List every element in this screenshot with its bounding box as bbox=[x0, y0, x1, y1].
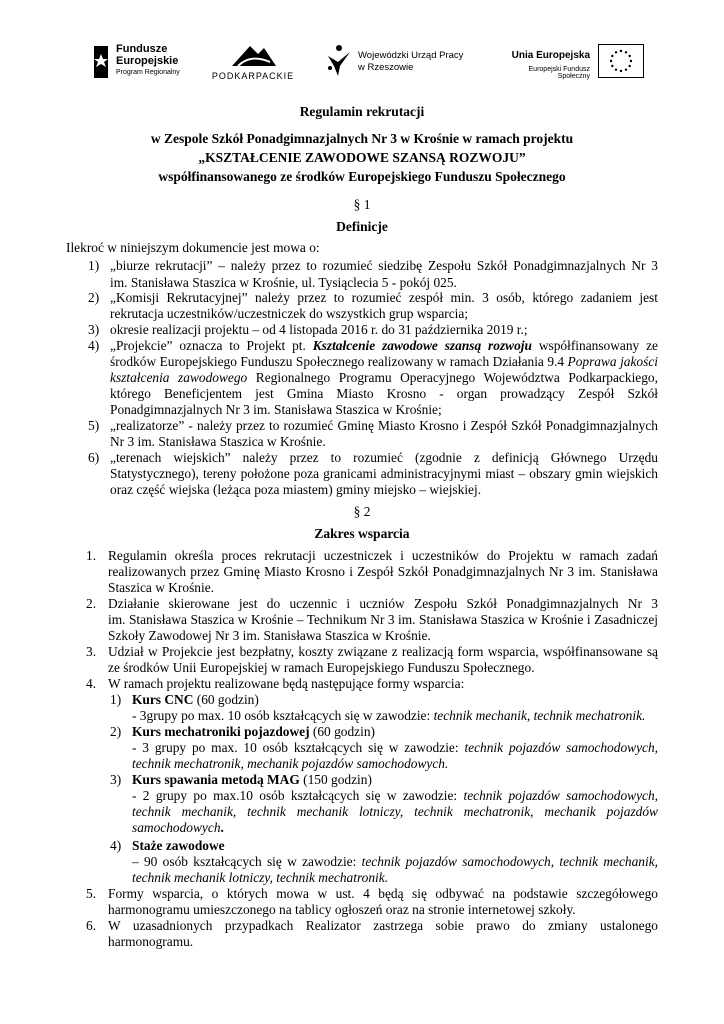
form-1-number: 1) bbox=[110, 692, 122, 707]
para-4-number: 4. bbox=[86, 676, 97, 691]
para-3-line: Udział w Projekcie jest bezpłatny, koszty związane z realizacją form wsparcia, współfinansowane są bbox=[108, 644, 658, 659]
form-3-number: 3) bbox=[110, 772, 122, 787]
para-2-line: Działanie skierowane jest do uczennic i uczniów Zespołu Szkół Ponadgimnazjalnych Nr 3 bbox=[108, 596, 658, 611]
ue-line1: Unia Europejska bbox=[511, 50, 590, 61]
form-1-desc: - 3grupy po max. 10 osób kształcących się w zawodzie: technik mechanik, technik mechatronik. bbox=[132, 708, 646, 723]
para-2-number: 2. bbox=[86, 596, 97, 611]
def-4-line: „Projekcie” oznacza to Projekt pt. Kształcenie zawodowe szansą rozwoju współfinansowany ze bbox=[110, 338, 658, 353]
para-6-line: harmonogramu. bbox=[108, 934, 194, 949]
section-1-sign: § 1 bbox=[353, 197, 371, 212]
form-2-title: Kurs mechatroniki pojazdowej (60 godzin) bbox=[132, 724, 375, 739]
form-2-number: 2) bbox=[110, 724, 122, 739]
def-2-number: 2) bbox=[88, 290, 100, 305]
form-4-number: 4) bbox=[110, 838, 122, 853]
def-6-line: „terenach wiejskich” należy przez to rozumieć (zgodnie z definicją Głównego Urzędu bbox=[110, 450, 658, 465]
para-1-line: Regulamin określa proces rekrutacji uczestniczek i uczestników do Projektu w ramach zadań bbox=[108, 548, 658, 563]
fe-line1: Fundusze bbox=[116, 43, 168, 55]
def-3-number: 3) bbox=[88, 322, 100, 337]
para-5-number: 5. bbox=[86, 886, 97, 901]
para-3-line: ze środków Unii Europejskiej w ramach Europejskiego Funduszu Społecznego. bbox=[108, 660, 535, 675]
definitions-intro: Ilekroć w niniejszym dokumencie jest mowa o: bbox=[66, 240, 320, 255]
form-2-desc: technik mechatronik, mechanik pojazdów samochodowych. bbox=[132, 756, 449, 771]
def-5-line: Nr 3 im. Stanisława Staszica w Krośnie. bbox=[110, 434, 326, 449]
form-3-desc: samochodowych. bbox=[132, 820, 224, 835]
def-6-line: oraz część wiejska (leżąca poza miastem) gminy miejsko – wiejskiej. bbox=[110, 482, 482, 497]
def-4-number: 4) bbox=[88, 338, 100, 353]
project-name: „KSZTAŁCENIE ZAWODOWE SZANSĄ ROZWOJU” bbox=[198, 150, 526, 165]
def-5-line: „realizatorze” - należy przez to rozumieć Gminę Miasto Krosno i Zespół Szkół Ponadgimnazjalnych bbox=[110, 418, 658, 433]
para-4-line: W ramach projektu realizowane będą następujące formy wsparcia: bbox=[108, 676, 465, 691]
def-1-number: 1) bbox=[88, 258, 100, 273]
para-1-number: 1. bbox=[86, 548, 97, 563]
para-1-line: realizowanych przez Gminę Miasto Krosno i Zespół Szkół Ponadgimnazjalnych Nr 3 im. Stanisława bbox=[108, 564, 658, 579]
para-2-line: im. Stanisława Staszica w Krośnie – Technikum Nr 3 im. Stanisława Staszica w Krośnie i Zasadniczej bbox=[108, 612, 658, 627]
def-1-line: „biurze rekrutacji” – należy przez to rozumieć siedzibę Zespołu Szkół Ponadgimnazjalnych Nr 3 bbox=[110, 258, 658, 273]
def-2-line: „Komisji Rekrutacyjnej” należy przez to rozumieć zespół min. 3 osób, którego zadaniem jest bbox=[110, 290, 658, 305]
wup-line1: Wojewódzki Urząd Pracy bbox=[358, 50, 464, 61]
form-4-title: Staże zawodowe bbox=[132, 838, 225, 853]
def-4-line: środków Europejskiego Funduszu Społecznego realizowany w ramach Działania 9.4 Poprawa jakości bbox=[110, 354, 658, 369]
para-5-line: harmonogramu umieszczonego na tablicy ogłoszeń oraz na stronie internetowej szkoły. bbox=[108, 902, 576, 917]
fe-line2: Europejskie bbox=[116, 55, 179, 67]
cofinancing-line: współfinansowanego ze środków Europejskiego Funduszu Społecznego bbox=[158, 169, 566, 184]
def-6-number: 6) bbox=[88, 450, 100, 465]
para-3-number: 3. bbox=[86, 644, 97, 659]
form-3-desc: technik mechanik, technik mechanik lotniczy, technik mechatronik, mechanik pojazdów bbox=[132, 804, 658, 819]
def-2-line: rekrutacja uczestników/uczestniczek do wszystkich grup wsparcia; bbox=[110, 306, 469, 321]
para-6-number: 6. bbox=[86, 918, 97, 933]
def-4-line: którego Beneficjentem jest Gmina Miasto Krosno - organ prowadzący Zespół Szkół bbox=[110, 386, 658, 401]
podkarpackie-text: PODKARPACKIE bbox=[211, 71, 295, 81]
section-2-title: Zakres wsparcia bbox=[314, 526, 410, 541]
ue-line2: Europejski Fundusz Społeczny bbox=[528, 66, 590, 80]
def-3-line: okresie realizacji projektu – od 4 listopada 2016 r. do 31 października 2019 r.; bbox=[110, 322, 528, 337]
def-4-line: Ponadgimnazjalnych Nr 3 im. Stanisława Staszica w Krośnie; bbox=[110, 402, 442, 417]
form-4-desc: technik mechanik lotniczy, technik mechatronik. bbox=[132, 870, 389, 885]
para-6-line: W uzasadnionych przypadkach Realizator zastrzega sobie prawo do zmiany ustalonego bbox=[108, 918, 658, 933]
form-3-desc: - 2 grupy po max.10 osób kształcących się w zawodzie: technik pojazdów samochodowych, bbox=[132, 788, 658, 803]
section-1-title: Definicje bbox=[336, 219, 388, 234]
def-6-line: Statystycznego), tereny położone poza granicami administracyjnymi miast – obszary gmin wiejskich bbox=[110, 466, 658, 481]
fe-line3: Program Regionalny bbox=[116, 69, 180, 76]
para-2-line: Szkoły Zawodowej Nr 3 im. Stanisława Staszica w Krośnie. bbox=[108, 628, 431, 643]
form-4-desc: – 90 osób kształcących się w zawodzie: technik pojazdów samochodowych, technik mechanik, bbox=[132, 854, 658, 869]
doc-title: Regulamin rekrutacji bbox=[299, 104, 425, 119]
form-1-title: Kurs CNC (60 godzin) bbox=[132, 692, 259, 707]
section-2-sign: § 2 bbox=[353, 504, 371, 519]
para-5-line: Formy wsparcia, o których mowa w ust. 4 będą się odbywać na podstawie szczegółowego bbox=[108, 886, 658, 901]
def-1-line: im. Stanisława Staszica w Krośnie, ul. Tysiąclecia 5 - pokój 025. bbox=[110, 275, 457, 290]
form-2-desc: - 3 grupy po max. 10 osób kształcących się w zawodzie: technik pojazdów samochodowych, bbox=[132, 740, 658, 755]
para-1-line: Staszica w Krośnie. bbox=[108, 580, 214, 595]
form-3-title: Kurs spawania metodą MAG (150 godzin) bbox=[132, 772, 372, 787]
doc-subtitle-line: w Zespole Szkół Ponadgimnazjalnych Nr 3 w Krośnie w ramach projektu bbox=[150, 131, 574, 146]
def-4-line: kształcenia zawodowego Regionalnego Programu Operacyjnego Województwa Podkarpackiego, bbox=[110, 370, 658, 385]
wup-line2: w Rzeszowie bbox=[358, 62, 414, 73]
def-5-number: 5) bbox=[88, 418, 100, 433]
